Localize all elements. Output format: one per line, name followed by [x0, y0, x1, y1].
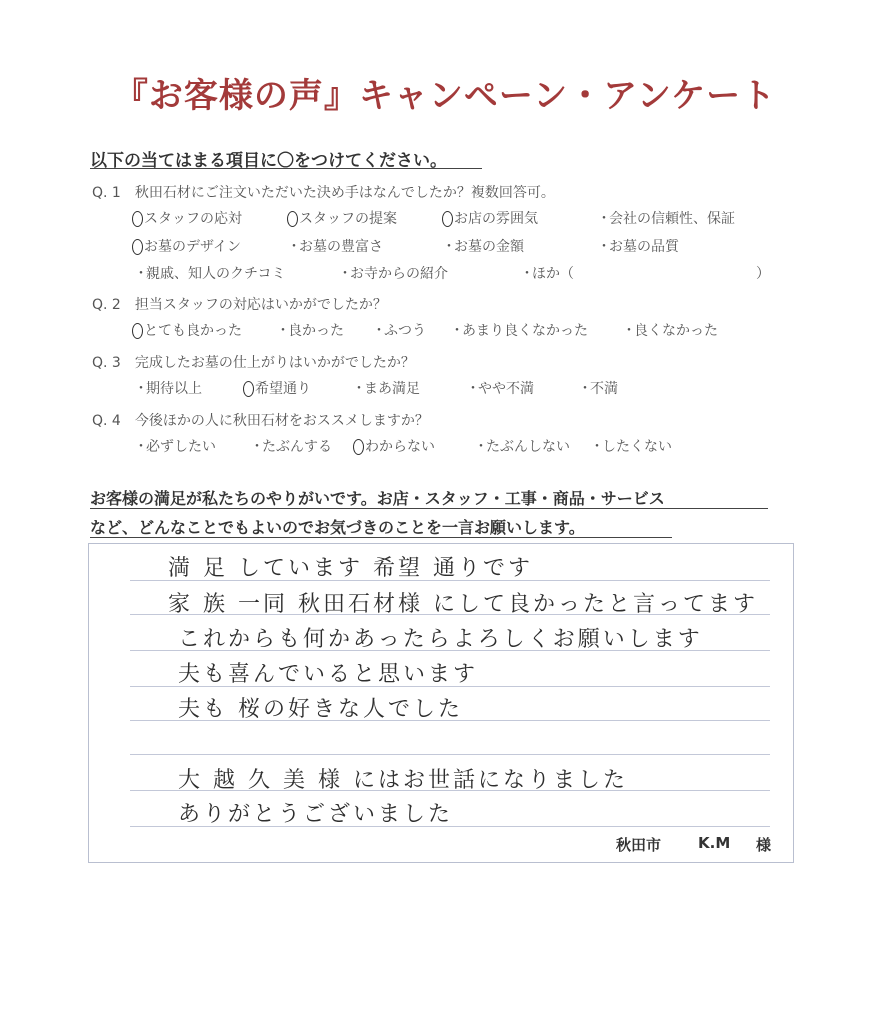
q1-option-grave-design[interactable]: お墓のデザイン: [134, 236, 241, 256]
bullet-icon: ・: [338, 266, 352, 282]
circle-mark-icon: [442, 211, 453, 227]
circle-mark-icon: [353, 439, 364, 455]
bullet-icon: ・: [372, 323, 386, 339]
bullet-icon: ・: [134, 381, 148, 397]
bullet-icon: ・: [134, 266, 148, 282]
bullet-icon: ・: [466, 381, 480, 397]
message-heading-line-1: お客様の満足が私たちのやりがいです。お店・スタッフ・工事・商品・サービス: [90, 489, 665, 508]
q4-option-would-not[interactable]: ・したくない: [590, 436, 672, 456]
handwritten-line-8: ありがとうございました: [178, 802, 454, 827]
q1-other-close-paren: ）: [756, 266, 770, 282]
q1-option-temple-referral[interactable]: ・お寺からの紹介: [338, 263, 448, 283]
q1-option-store-atmosphere[interactable]: お店の雰囲気: [444, 208, 538, 228]
q1-option-grave-quality[interactable]: ・お墓の品質: [597, 236, 679, 256]
handwritten-line-2: 家 族 一同 秋田石材様 にして良かったと言ってます: [168, 592, 758, 617]
signature-honorific: 様: [756, 836, 772, 854]
circle-mark-icon: [287, 211, 298, 227]
handwritten-line-5: 夫も 桜の好きな人でした: [178, 697, 463, 722]
question-2-label: Q. 2 担当スタッフの対応はいかがでしたか？: [92, 297, 387, 313]
bullet-icon: ・: [450, 323, 464, 339]
question-1-label: Q. 1 秋田石材にご注文いただいた決め手はなんでしたか？複数回答可。: [92, 185, 555, 201]
message-heading-underline-1: [90, 508, 768, 509]
q1-option-staff-proposal[interactable]: スタッフの提案: [289, 208, 397, 228]
bullet-icon: ・: [250, 439, 264, 455]
q3-option-dissatisfied[interactable]: ・不満: [578, 378, 618, 398]
q2-option-not-so-good[interactable]: ・あまり良くなかった: [450, 320, 588, 340]
q3-option-somewhat-dissatisfied[interactable]: ・やや不満: [466, 378, 534, 398]
handwritten-line-3: これからも何かあったらよろしくお願いします: [178, 627, 703, 652]
bullet-icon: ・: [134, 439, 148, 455]
bullet-icon: ・: [442, 239, 456, 255]
circle-mark-icon: [132, 211, 143, 227]
instruction-text: 以下の当てはまる項目に〇をつけてください。: [90, 151, 447, 171]
question-3-label: Q. 3 完成したお墓の仕上がりはいかがでしたか？: [92, 355, 415, 371]
q1-option-word-of-mouth[interactable]: ・親戚、知人のクチコミ: [134, 263, 285, 283]
q4-option-definitely[interactable]: ・必ずしたい: [134, 436, 216, 456]
q1-option-other[interactable]: ・ほか（: [520, 263, 574, 283]
q2-option-good[interactable]: ・良かった: [276, 320, 344, 340]
circle-mark-icon: [243, 381, 254, 397]
bullet-icon: ・: [578, 381, 592, 397]
q1-option-staff-response[interactable]: スタッフの応対: [134, 208, 242, 228]
q2-option-bad[interactable]: ・良くなかった: [622, 320, 718, 340]
bullet-icon: ・: [622, 323, 636, 339]
bullet-icon: ・: [590, 439, 604, 455]
q3-option-as-hoped[interactable]: 希望通り: [245, 378, 311, 398]
q4-option-probably[interactable]: ・たぶんする: [250, 436, 332, 456]
bullet-icon: ・: [597, 239, 611, 255]
bullet-icon: ・: [597, 211, 611, 227]
circle-mark-icon: [132, 239, 143, 255]
bullet-icon: ・: [276, 323, 290, 339]
q4-option-probably-not[interactable]: ・たぶんしない: [474, 436, 570, 456]
q1-option-grave-variety[interactable]: ・お墓の豊富さ: [287, 236, 383, 256]
survey-title: 『お客様の声』キャンペーン・アンケート: [113, 76, 777, 116]
instruction-underline: [90, 168, 482, 169]
signature-initials: K.M: [698, 834, 731, 852]
question-4-label: Q. 4 今後ほかの人に秋田石材をおススメしますか？: [92, 413, 429, 429]
q1-option-company-trust[interactable]: ・会社の信頼性、保証: [597, 208, 735, 228]
q2-option-average[interactable]: ・ふつう: [372, 320, 426, 340]
handwritten-line-7: 大 越 久 美 様 にはお世話になりました: [178, 768, 628, 793]
q4-option-not-sure[interactable]: わからない: [355, 436, 435, 456]
message-heading-underline-2: [90, 537, 672, 538]
bullet-icon: ・: [520, 266, 534, 282]
q2-option-very-good[interactable]: とても良かった: [134, 320, 242, 340]
signature-city: 秋田市: [616, 836, 662, 854]
bullet-icon: ・: [474, 439, 488, 455]
handwritten-line-4: 夫も喜んでいると思います: [178, 662, 479, 687]
ruled-line: [130, 754, 770, 755]
q3-option-somewhat-satisfied[interactable]: ・まあ満足: [352, 378, 420, 398]
bullet-icon: ・: [287, 239, 301, 255]
circle-mark-icon: [132, 323, 143, 339]
q3-option-exceeded[interactable]: ・期待以上: [134, 378, 202, 398]
bullet-icon: ・: [352, 381, 366, 397]
handwritten-line-1: 満 足 しています 希望 通りです: [168, 556, 533, 581]
q1-option-grave-price[interactable]: ・お墓の金額: [442, 236, 524, 256]
message-heading-line-2: など、どんなことでもよいのでお気づきのことを一言お願いします。: [90, 518, 585, 537]
